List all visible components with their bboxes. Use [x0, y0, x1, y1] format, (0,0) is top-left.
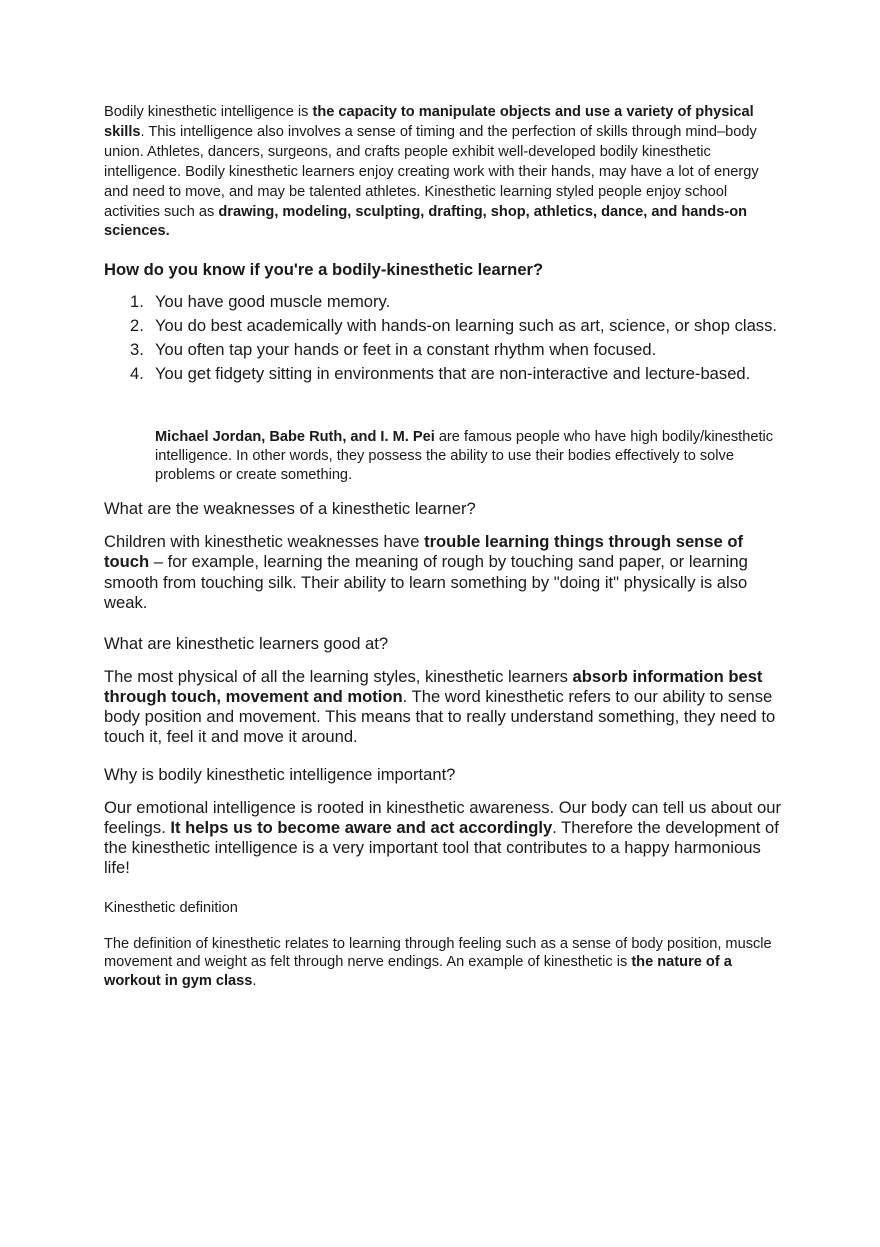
list-item-number: 3.	[130, 340, 144, 360]
definition-paragraph	[104, 935, 784, 991]
definition-heading: Kinesthetic definition	[104, 899, 238, 916]
importance-question: Why is bodily kinesthetic intelligence important?	[104, 765, 456, 785]
document-page	[104, 103, 784, 990]
importance-bold: It helps us to become aware and act accordingly	[170, 818, 553, 838]
weaknesses-bold: trouble learning things through sense of touch	[104, 532, 744, 572]
good-at-question: What are kinesthetic learners good at?	[104, 634, 389, 654]
weaknesses-paragraph	[104, 532, 784, 613]
good-at-bold: absorb information best through touch, movement and motion	[104, 666, 763, 706]
good-at-text-1: The most physical of all the learning styles, kinesthetic learners	[104, 666, 573, 686]
list-item-text: You get fidgety sitting in environments that are non-interactive and lecture-based.	[155, 364, 751, 384]
list-item-number: 4.	[130, 364, 144, 384]
definition-text-2: .	[252, 972, 257, 989]
list-item-number: 1.	[130, 292, 144, 312]
good-at-paragraph	[104, 667, 784, 748]
intro-text-2: . This intelligence also involves a sense of timing and the perfection of skills through mind–body union. Athletes, dancers, surgeons, and crafts people exhibit well-developed bodily kinesthetic intelligence. Bodily kinesthetic learners enjoy creating work with their hands, may have a lot of energy and need to move, and may be talented athletes. Kinesthetic learning styled people enjoy school activities such as	[104, 123, 759, 220]
list-item-text: You have good muscle memory.	[155, 292, 391, 312]
weaknesses-text-1: Children with kinesthetic weaknesses have	[104, 532, 425, 552]
intro-bold-1: the capacity to manipulate objects and use a variety of physical skills	[104, 104, 754, 140]
list-item	[104, 316, 784, 337]
definition-bold: the nature of a workout in gym class	[104, 954, 732, 989]
weaknesses-text-2: – for example, learning the meaning of rough by touching sand paper, or learning smooth from touching silk. Their ability to learn something by "doing it" physically is also weak.	[104, 552, 748, 612]
list-item-text: You often tap your hands or feet in a constant rhythm when focused.	[155, 340, 657, 360]
definition-text-1: The definition of kinesthetic relates to learning through feeling such as a sense of body position, muscle movement and weight as felt through nerve endings. An example of kinesthetic is	[104, 935, 772, 971]
importance-text-2: . Therefore the development of the kinesthetic intelligence is a very important tool that contributes to a happy harmonious life!	[104, 818, 779, 878]
importance-paragraph	[104, 798, 784, 879]
importance-text-1: Our emotional intelligence is rooted in kinesthetic awareness. Our body can tell us about our feelings.	[104, 797, 782, 838]
list-item	[104, 292, 784, 313]
list-item	[104, 340, 784, 361]
signs-list	[104, 292, 784, 385]
signs-heading: How do you know if you're a bodily-kinesthetic learner?	[104, 260, 544, 280]
intro-paragraph	[104, 103, 784, 242]
intro-bold-2: drawing, modeling, sculpting, drafting, shop, athletics, dance, and hands-on sciences.	[104, 203, 748, 240]
famous-people-text: are famous people who have high bodily/kinesthetic intelligence. In other words, they possess the ability to use their bodies effectively to solve problems or create something.	[155, 428, 774, 484]
intro-text-1: Bodily kinesthetic intelligence is	[104, 104, 313, 120]
list-item-number: 2.	[130, 316, 144, 336]
list-item-text: You do best academically with hands-on learning such as art, science, or shop class.	[155, 316, 777, 336]
famous-people-paragraph	[155, 428, 784, 486]
famous-people-names: Michael Jordan, Babe Ruth, and I. M. Pei	[155, 428, 435, 445]
weaknesses-question: What are the weaknesses of a kinesthetic learner?	[104, 498, 476, 518]
list-item	[104, 364, 784, 385]
good-at-text-2: . The word kinesthetic refers to our ability to sense body position and movement. This means that to really understand something, they need to touch it, feel it and move it around.	[104, 686, 776, 747]
